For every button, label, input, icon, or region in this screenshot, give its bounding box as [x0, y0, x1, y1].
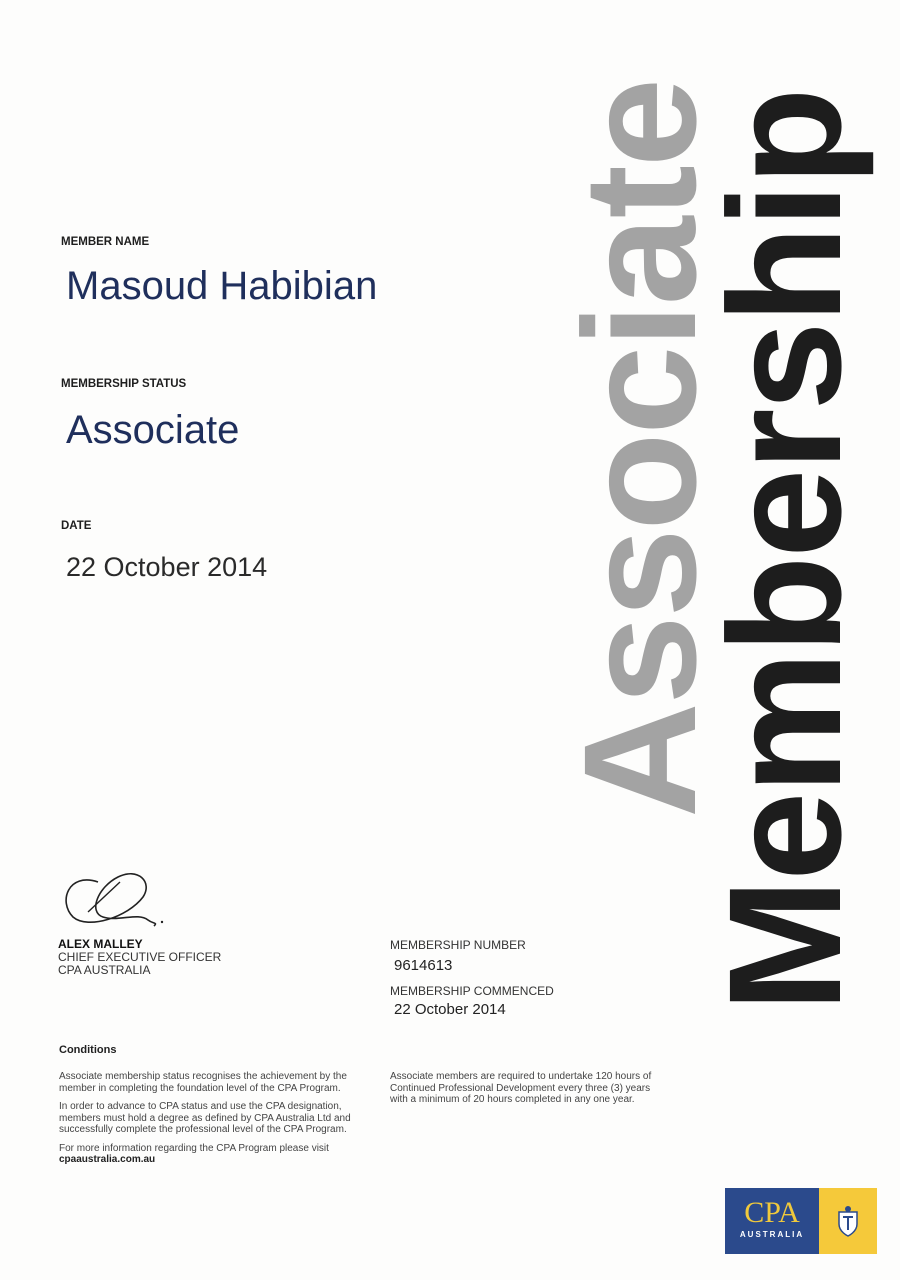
commenced-label: MEMBERSHIP COMMENCED	[390, 984, 554, 998]
condition-3	[59, 1143, 359, 1166]
logo-cpa: CPA	[744, 1196, 800, 1229]
condition-4: Associate members are required to undertake 120 hours of Continued Professional Development every three (3) years with a minimum of 20 hours completed in any one year.	[390, 1071, 652, 1105]
membership-number: 9614613	[394, 957, 453, 974]
commenced-date: 22 October 2014	[394, 1001, 506, 1018]
signatory-org: CPA AUSTRALIA	[58, 963, 151, 977]
website-link[interactable]: cpaaustralia.com.au	[59, 1154, 156, 1165]
member-name-label: MEMBER NAME	[61, 236, 150, 248]
status-label: MEMBERSHIP STATUS	[61, 378, 187, 390]
conditions-left	[59, 1071, 359, 1173]
signatory-name: ALEX MALLEY	[58, 937, 143, 951]
title-associate: Associate	[550, 80, 729, 818]
date-label: DATE	[61, 520, 92, 532]
membership-number-label: MEMBERSHIP NUMBER	[390, 938, 526, 952]
logo-yellow-panel	[819, 1188, 877, 1254]
member-name: Masoud Habibian	[66, 264, 378, 308]
coat-of-arms-icon	[836, 1204, 860, 1238]
date: 22 October 2014	[66, 552, 268, 582]
conditions-heading: Conditions	[59, 1044, 117, 1056]
title-membership: Membership	[695, 89, 874, 1012]
condition-2: In order to advance to CPA status and use the CPA designation, members must hold a degree as defined by CPA Australia Ltd and successfully complete the professional level of the CPA Program.	[59, 1101, 351, 1135]
signatory-role: CHIEF EXECUTIVE OFFICER	[58, 950, 222, 964]
condition-1: Associate membership status recognises the achievement by the member in completing the foundation level of the CPA Program.	[59, 1071, 347, 1094]
signatory-block	[58, 938, 221, 977]
logo-blue-panel	[725, 1188, 819, 1254]
cpa-australia-logo	[725, 1188, 877, 1254]
logo-australia: AUSTRALIA	[739, 1230, 805, 1239]
condition-3-text: For more information regarding the CPA Program please visit	[59, 1142, 329, 1154]
signature-icon	[58, 862, 168, 932]
membership-status: Associate	[66, 408, 240, 452]
